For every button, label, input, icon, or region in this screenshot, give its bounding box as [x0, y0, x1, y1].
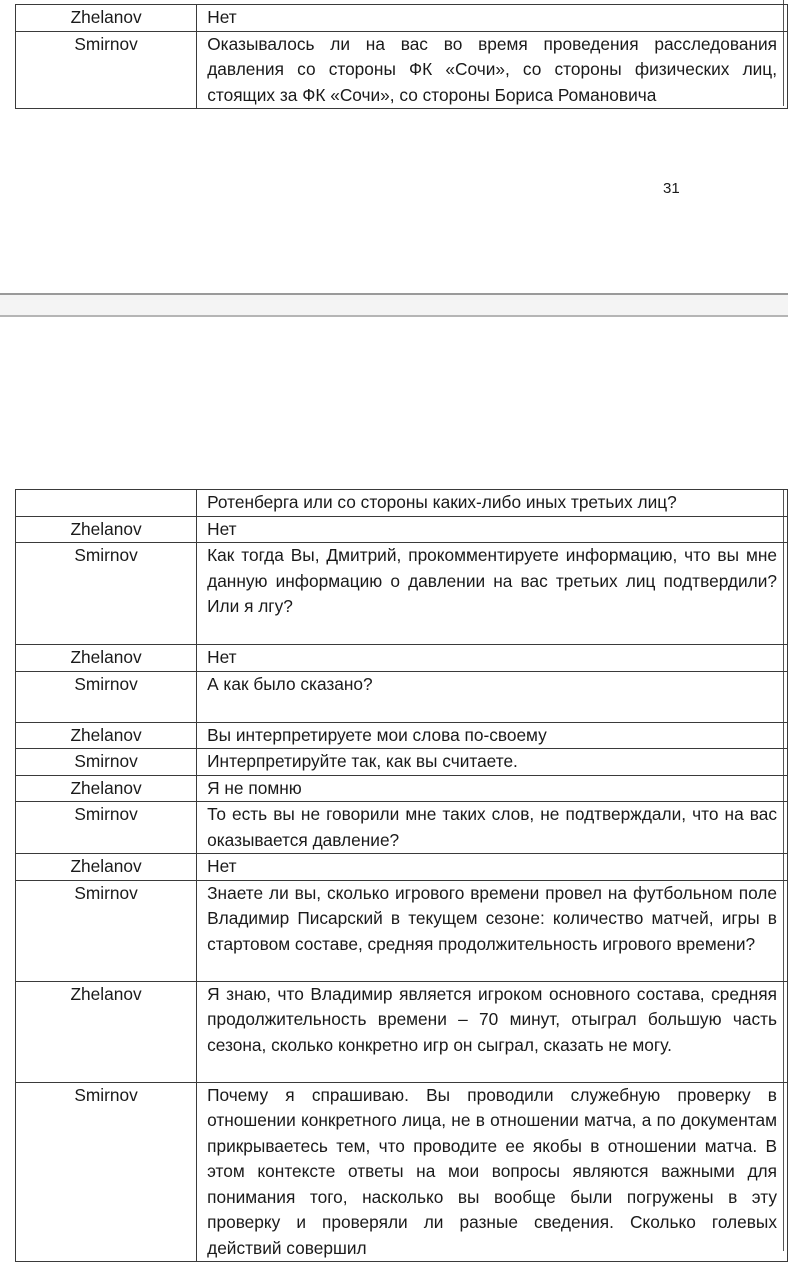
speaker-cell: Smirnov	[16, 671, 197, 722]
text-cell: Нет	[197, 516, 788, 543]
table-row	[16, 5, 788, 32]
text-cell: Как тогда Вы, Дмитрий, прокомментируете информацию, что вы мне данную информацию о давлении на вас третьих лиц подтвердили? Или я лгу?	[197, 543, 788, 645]
document-page-32	[0, 317, 788, 1280]
transcript-table-top	[15, 4, 788, 109]
table-row	[16, 31, 788, 109]
table-row	[16, 671, 788, 722]
table-row	[16, 880, 788, 981]
speaker-cell: Zhelanov	[16, 722, 197, 749]
speaker-cell: Smirnov	[16, 880, 197, 981]
text-cell: Нет	[197, 645, 788, 672]
text-cell: То есть вы не говорили мне таких слов, не подтверждали, что на вас оказывается давление?	[197, 802, 788, 854]
text-cell: Нет	[197, 5, 788, 32]
text-cell: Я знаю, что Владимир является игроком основного состава, средняя продолжительность времени – 70 минут, отыграл большую часть сезона, сколько конкретно игр он сыграл, сказать не могу.	[197, 981, 788, 1082]
transcript-table-bottom	[15, 489, 788, 1262]
speaker-cell	[16, 490, 197, 517]
text-cell: Почему я спрашиваю. Вы проводили служебную проверку в отношении конкретного лица, не в отношении матча, а по документам прикрываетесь тем, что проводите ее якобы в отношении матча. В этом контексте ответы на мои вопросы являются важными для понимания того, насколько вы вообще были погружены в эту проверку и проверяли ли разные сведения. Сколько голевых действий совершил	[197, 1082, 788, 1262]
text-cell: Знаете ли вы, сколько игрового времени провел на футбольном поле Владимир Писарский в текущем сезоне: количество матчей, игры в стартовом составе, средняя продолжительность игрового времени?	[197, 880, 788, 981]
table-row	[16, 854, 788, 881]
speaker-cell: Smirnov	[16, 31, 197, 109]
speaker-cell: Zhelanov	[16, 5, 197, 32]
speaker-cell: Zhelanov	[16, 981, 197, 1082]
table-row	[16, 981, 788, 1082]
text-cell: Оказывалось ли на вас во время проведения расследования давления со стороны ФК «Сочи», со стороны физических лиц, стоящих за ФК «Сочи», со стороны Бориса Романовича	[197, 31, 788, 109]
table-row	[16, 749, 788, 776]
speaker-cell: Smirnov	[16, 543, 197, 645]
table-row	[16, 645, 788, 672]
text-cell: А как было сказано?	[197, 671, 788, 722]
text-cell: Я не помню	[197, 775, 788, 802]
page-number: 31	[663, 180, 680, 197]
document-page-31	[0, 0, 788, 293]
text-cell: Интерпретируйте так, как вы считаете.	[197, 749, 788, 776]
text-cell: Вы интерпретируете мои слова по-своему	[197, 722, 788, 749]
text-cell: Нет	[197, 854, 788, 881]
speaker-cell: Zhelanov	[16, 775, 197, 802]
speaker-cell: Zhelanov	[16, 516, 197, 543]
table-row	[16, 1082, 788, 1262]
page-separator	[0, 293, 788, 317]
speaker-cell: Zhelanov	[16, 645, 197, 672]
speaker-cell: Zhelanov	[16, 854, 197, 881]
table-row	[16, 775, 788, 802]
table-row	[16, 802, 788, 854]
table-row	[16, 543, 788, 645]
table-row	[16, 490, 788, 517]
speaker-cell: Smirnov	[16, 1082, 197, 1262]
speaker-cell: Smirnov	[16, 802, 197, 854]
table-row	[16, 722, 788, 749]
text-cell: Ротенберга или со стороны каких-либо иных третьих лиц?	[197, 490, 788, 517]
speaker-cell: Smirnov	[16, 749, 197, 776]
table-row	[16, 516, 788, 543]
